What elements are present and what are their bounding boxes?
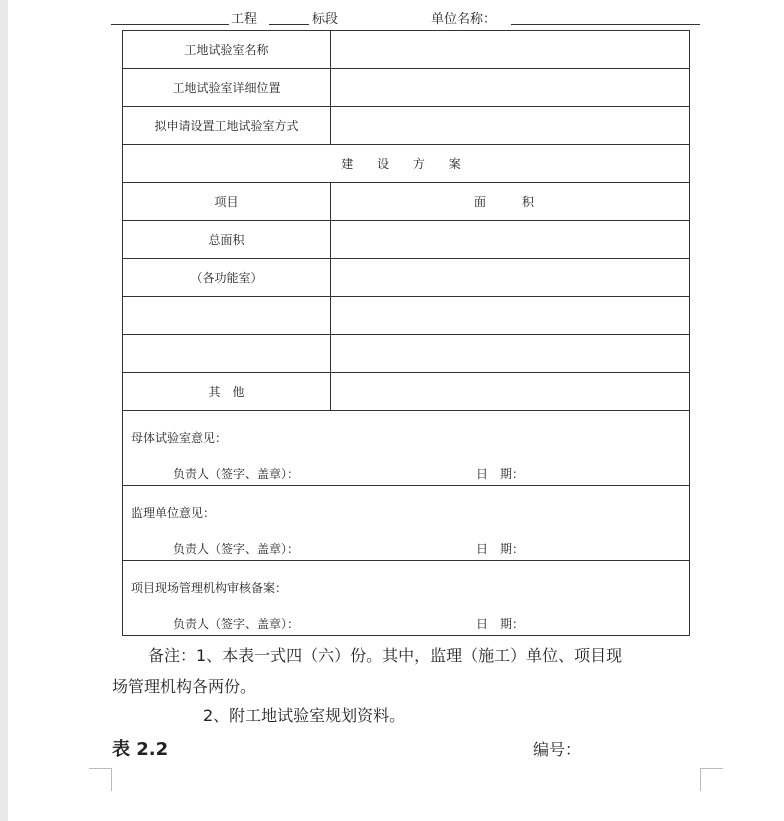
table-row	[123, 221, 690, 259]
table-row	[123, 31, 690, 69]
table-row	[123, 411, 690, 486]
project-suffix: 工程	[231, 12, 258, 27]
unit-label: 单位名称：	[431, 12, 497, 27]
lab-location-label: 工地试验室详细位置	[123, 69, 331, 107]
form-header	[111, 8, 701, 26]
room-item-field[interactable]	[123, 297, 331, 335]
room-area-field[interactable]	[331, 335, 690, 373]
total-area-field[interactable]	[331, 221, 690, 259]
application-form-table	[122, 30, 690, 636]
other-label: 其 他	[123, 373, 331, 411]
left-margin-bar	[0, 0, 8, 821]
table-row	[123, 486, 690, 561]
table-row	[123, 69, 690, 107]
table-row	[123, 297, 690, 335]
rooms-area-field[interactable]	[331, 259, 690, 297]
note-line-1: 备注：1、本表一式四（六）份。其中，监理（施工）单位、项目现	[148, 646, 623, 665]
page-corner-mark-left	[89, 768, 112, 791]
room-area-field[interactable]	[331, 297, 690, 335]
supervision-opinion[interactable]	[123, 486, 690, 561]
signature-label: 负责人（签字、盖章）：	[173, 542, 300, 556]
signature-label: 负责人（签字、盖章）：	[173, 467, 300, 481]
opinion-title: 母体试验室意见：	[131, 431, 228, 445]
opinion-title: 项目现场管理机构审核备案：	[131, 581, 288, 595]
date-label: 日 期：	[476, 542, 525, 556]
signature-label: 负责人（签字、盖章）：	[173, 617, 300, 631]
item-header: 项目	[123, 183, 331, 221]
unit-name-blank[interactable]	[511, 23, 700, 25]
lab-method-field[interactable]	[331, 107, 690, 145]
page-corner-mark-right	[700, 768, 723, 791]
parent-lab-opinion[interactable]	[123, 411, 690, 486]
table-row	[123, 259, 690, 297]
table-row	[123, 561, 690, 636]
table-row	[123, 145, 690, 183]
table-row	[123, 183, 690, 221]
date-label: 日 期：	[476, 467, 525, 481]
table-row	[123, 107, 690, 145]
lab-name-label: 工地试验室名称	[123, 31, 331, 69]
total-area-label: 总面积	[123, 221, 331, 259]
other-area-field[interactable]	[331, 373, 690, 411]
note-line-3: 2、附工地试验室规划资料。	[203, 706, 406, 725]
date-label: 日 期：	[476, 617, 525, 631]
plan-title: 建 设 方 案	[123, 145, 690, 183]
lab-name-field[interactable]	[331, 31, 690, 69]
section-blank[interactable]	[269, 23, 309, 25]
lab-location-field[interactable]	[331, 69, 690, 107]
table-row	[123, 335, 690, 373]
opinion-title: 监理单位意见：	[131, 506, 216, 520]
lab-method-label: 拟申请设置工地试验室方式	[123, 107, 331, 145]
code-label: 编号：	[533, 740, 582, 759]
note-line-2: 场管理机构各两份。	[112, 677, 257, 696]
rooms-label: （各功能室）	[123, 259, 331, 297]
room-item-field[interactable]	[123, 335, 331, 373]
table-number-label: 表 2.2	[112, 739, 169, 760]
project-name-blank[interactable]	[111, 23, 229, 25]
section-suffix: 标段	[312, 12, 339, 27]
table-row	[123, 373, 690, 411]
area-header: 面 积	[331, 183, 690, 221]
site-management-review[interactable]	[123, 561, 690, 636]
